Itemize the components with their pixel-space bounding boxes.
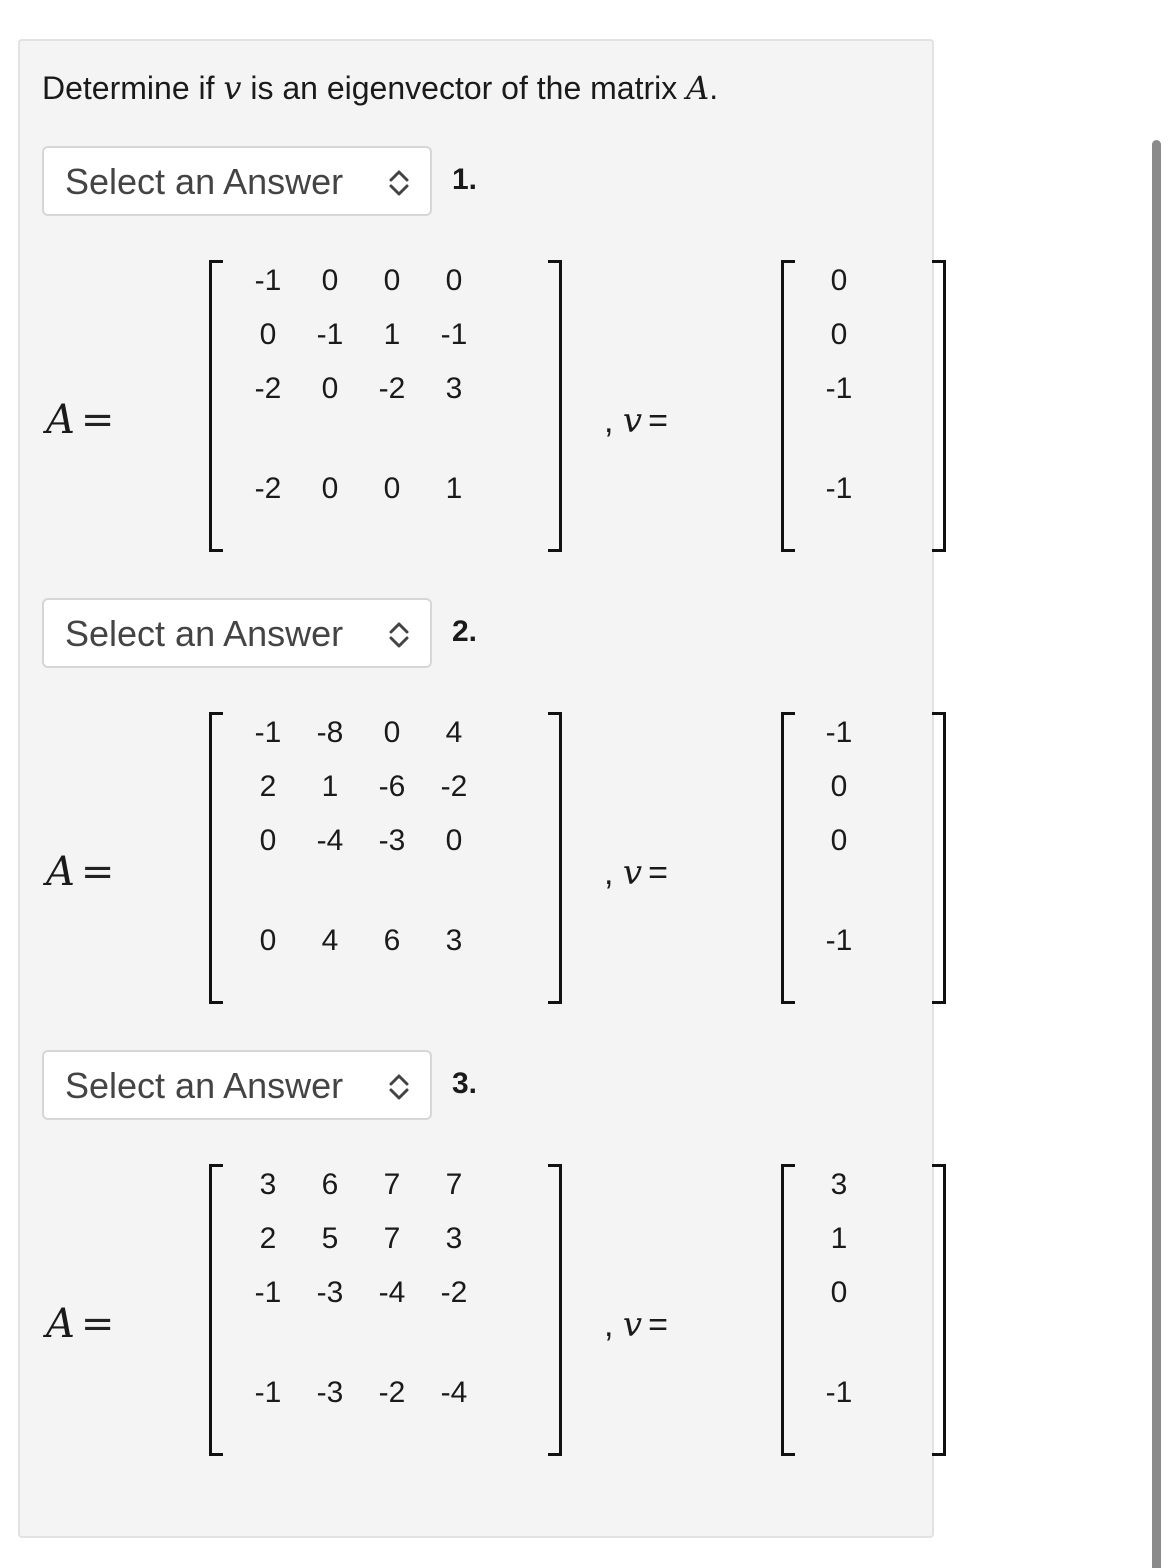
vector-cell: 0 — [830, 1276, 848, 1309]
matrix-cell: 3 — [445, 372, 463, 405]
vector-cell: 0 — [830, 824, 848, 857]
variable-v: v — [223, 69, 242, 107]
matrix-cell: 6 — [321, 1168, 339, 1201]
answer-select-label: Select an Answer — [65, 161, 344, 202]
matrix-cell: 7 — [445, 1168, 463, 1201]
matrix-cell: -2 — [254, 372, 282, 405]
matrix-cell: -3 — [316, 1376, 344, 1409]
question-number: 1. — [452, 163, 478, 196]
page-scrollbar[interactable] — [1152, 140, 1161, 1568]
matrix-cell: 3 — [445, 1222, 463, 1255]
matrix-cell: 1 — [445, 472, 463, 505]
vector-cell: -1 — [825, 1376, 853, 1409]
question-block — [0, 146, 1170, 586]
vector-cell: -1 — [825, 372, 853, 405]
matrix-cell: 7 — [383, 1222, 401, 1255]
vector-left-bracket — [781, 260, 795, 552]
matrix-cell: 0 — [321, 264, 339, 297]
matrix-left-bracket — [209, 1164, 223, 1456]
matrix-cell: 3 — [259, 1168, 277, 1201]
matrix-cell: -4 — [316, 824, 344, 857]
matrix-cell: 2 — [259, 1222, 277, 1255]
matrix-cell: -4 — [378, 1276, 406, 1309]
question-block — [0, 1050, 1170, 1490]
vector-right-bracket — [932, 1164, 946, 1456]
matrix-cell: 7 — [383, 1168, 401, 1201]
matrix-cell: -2 — [254, 472, 282, 505]
matrix-cell: -6 — [378, 770, 406, 803]
matrix-cell: -2 — [440, 1276, 468, 1309]
matrix-cell: 0 — [321, 472, 339, 505]
matrix-cell: -1 — [254, 1376, 282, 1409]
vector-cell: 1 — [830, 1222, 848, 1255]
vector-cell: 0 — [830, 264, 848, 297]
chevron-up-down-icon — [384, 168, 414, 198]
matrix-A-label: A = — [46, 849, 115, 895]
question-number: 3. — [452, 1067, 478, 1100]
matrix-cell: 2 — [259, 770, 277, 803]
matrix-cell: 0 — [259, 924, 277, 957]
vector-v-label: , v = — [604, 401, 668, 441]
vector-cell: -1 — [825, 472, 853, 505]
matrix-cell: -3 — [316, 1276, 344, 1309]
answer-select[interactable] — [42, 146, 432, 216]
vector-right-bracket — [932, 260, 946, 552]
matrix-cell: -4 — [440, 1376, 468, 1409]
matrix-right-bracket — [548, 260, 562, 552]
matrix-cell: 3 — [445, 924, 463, 957]
matrix-cell: -8 — [316, 716, 344, 749]
chevron-up-down-icon — [384, 620, 414, 650]
matrix-cell: 0 — [445, 824, 463, 857]
matrix-cell: 0 — [259, 824, 277, 857]
matrix-left-bracket — [209, 712, 223, 1004]
vector-v-label: , v = — [604, 853, 668, 893]
matrix-cell: 0 — [445, 264, 463, 297]
question-number: 2. — [452, 615, 478, 648]
answer-select-label: Select an Answer — [65, 613, 344, 654]
matrix-cell: 0 — [321, 372, 339, 405]
matrix-cell: 0 — [383, 716, 401, 749]
vector-left-bracket — [781, 1164, 795, 1456]
matrix-cell: -2 — [378, 1376, 406, 1409]
matrix-cell: 6 — [383, 924, 401, 957]
vector-cell: 3 — [830, 1168, 848, 1201]
matrix-cell: -2 — [440, 770, 468, 803]
vector-cell: -1 — [825, 716, 853, 749]
vector-right-bracket — [932, 712, 946, 1004]
vector-cell: 0 — [830, 318, 848, 351]
matrix-cell: -1 — [316, 318, 344, 351]
matrix-cell: 1 — [383, 318, 401, 351]
matrix-cell: 4 — [321, 924, 339, 957]
matrix-right-bracket — [548, 712, 562, 1004]
matrix-cell: -3 — [378, 824, 406, 857]
matrix-cell: -1 — [254, 1276, 282, 1309]
answer-select[interactable] — [42, 1050, 432, 1120]
matrix-A-label: A = — [46, 1301, 115, 1347]
matrix-cell: -1 — [254, 716, 282, 749]
answer-select[interactable] — [42, 598, 432, 668]
variable-A: A — [686, 69, 710, 107]
matrix-cell: 1 — [321, 770, 339, 803]
matrix-cell: 5 — [321, 1222, 339, 1255]
matrix-cell: 0 — [259, 318, 277, 351]
chevron-up-down-icon — [384, 1072, 414, 1102]
instruction-text: Determine if v is an eigenvector of the matrix A. — [42, 69, 719, 107]
matrix-cell: -1 — [254, 264, 282, 297]
vector-cell: -1 — [825, 924, 853, 957]
vector-left-bracket — [781, 712, 795, 1004]
vector-cell: 0 — [830, 770, 848, 803]
matrix-cell: -2 — [378, 372, 406, 405]
answer-select-label: Select an Answer — [65, 1065, 344, 1106]
matrix-cell: 4 — [445, 716, 463, 749]
question-block — [0, 598, 1170, 1038]
matrix-right-bracket — [548, 1164, 562, 1456]
matrix-A-label: A = — [46, 397, 115, 443]
matrix-cell: -1 — [440, 318, 468, 351]
matrix-left-bracket — [209, 260, 223, 552]
vector-v-label: , v = — [604, 1305, 668, 1345]
matrix-cell: 0 — [383, 264, 401, 297]
matrix-cell: 0 — [383, 472, 401, 505]
